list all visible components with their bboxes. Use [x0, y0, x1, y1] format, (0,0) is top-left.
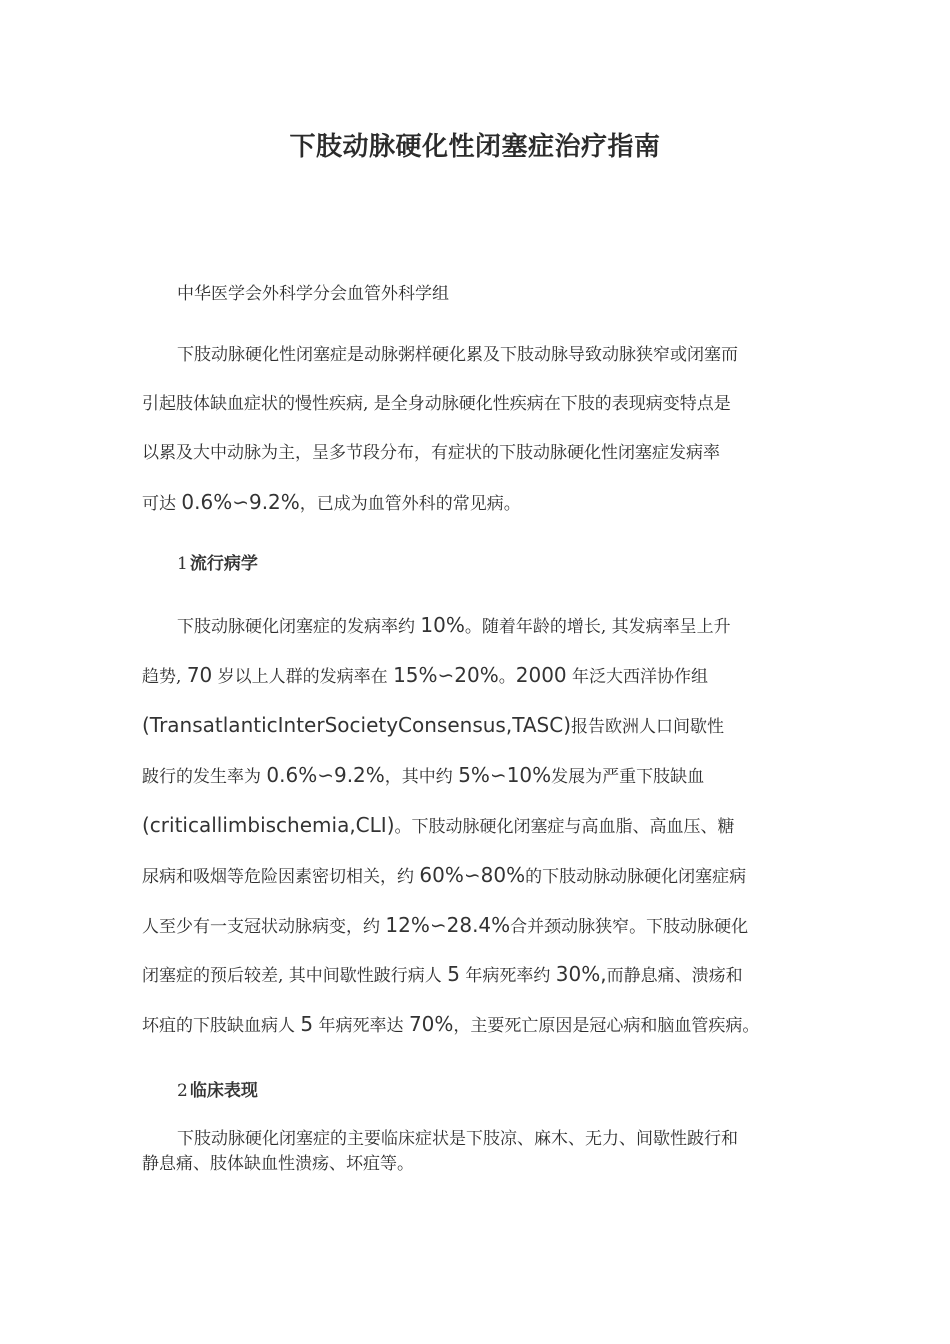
- text: 。: [498, 667, 516, 687]
- number: 15%∽20%: [393, 663, 499, 687]
- text: 尿病和吸烟等危险因素密切相关，约: [142, 867, 420, 887]
- number: 70%: [408, 1012, 454, 1036]
- intro-line-1: 下肢动脉硬化性闭塞症是动脉粥样硬化累及下肢动脉导致动脉狭窄或闭塞而: [177, 345, 738, 365]
- number: 0.6%∽9.2%: [266, 763, 385, 787]
- section-2-line-1: 下肢动脉硬化闭塞症的主要临床症状是下肢凉、麻木、无力、间歇性跛行和: [177, 1129, 738, 1149]
- number: 5: [447, 962, 460, 986]
- section-1-line-5: [142, 813, 735, 839]
- text: 。随着年龄的增长, 其发病率呈上升: [464, 617, 731, 637]
- document-title: 下肢动脉硬化性闭塞症治疗指南: [289, 132, 661, 162]
- text: ，已成为血管外科的常见病。: [299, 494, 521, 514]
- section-1-line-8: [142, 962, 743, 988]
- section-1-line-2: [142, 663, 708, 689]
- text: 可达: [142, 494, 182, 514]
- number: (criticallimbischemia,CLI): [142, 813, 395, 837]
- text: ，主要死亡原因是冠心病和脑血管疾病。: [453, 1016, 760, 1036]
- section-1-line-9: [142, 1012, 759, 1038]
- text: 岁以上人群的发病率在: [212, 667, 394, 687]
- section-number: 1: [177, 554, 188, 574]
- text: 报告欧洲人口间歇性: [571, 717, 725, 737]
- number: 30%,: [555, 962, 607, 986]
- section-1-line-7: [142, 913, 748, 939]
- text: 年泛大西洋协作组: [566, 667, 709, 687]
- section-1-line-3: [142, 713, 724, 739]
- number: 5: [300, 1012, 314, 1036]
- text: 闭塞症的预后较差, 其中间歇性跛行病人: [142, 966, 448, 986]
- text: 的下肢动脉动脉硬化闭塞症病: [525, 867, 747, 887]
- author-line: 中华医学会外科学分会血管外科学组: [177, 284, 449, 304]
- intro-line-2: 引起肢体缺血症状的慢性疾病, 是全身动脉硬化性疾病在下肢的表现病变特点是: [142, 394, 731, 414]
- text: 而静息痛、溃疡和: [606, 966, 743, 986]
- text: 合并颈动脉狭窄。下肢动脉硬化: [510, 917, 749, 937]
- number: 12%∽28.4%: [385, 913, 511, 937]
- section-1-line-4: [142, 763, 704, 789]
- text: 跛行的发生率为: [142, 767, 267, 787]
- text: ，其中约: [384, 767, 459, 787]
- text: 年病死率约: [459, 966, 556, 986]
- section-2-line-2: 静息痛、肢体缺血性溃疡、坏疽等。: [142, 1154, 414, 1174]
- intro-line-3: 以累及大中动脉为主，呈多节段分布，有症状的下肢动脉硬化性闭塞症发病率: [142, 443, 720, 463]
- text: 人至少有一支冠状动脉病变，约: [142, 917, 386, 937]
- number: 10%: [420, 613, 465, 637]
- text: 年病死率达: [313, 1016, 409, 1036]
- text: 坏疽的下肢缺血病人: [142, 1016, 301, 1036]
- intro-line-4: [142, 490, 521, 516]
- number: (TransatlanticInterSocietyConsensus,TASC): [142, 713, 572, 737]
- section-title: 流行病学: [189, 554, 258, 574]
- section-1-heading: [177, 552, 258, 576]
- number: 5%∽10%: [458, 763, 552, 787]
- number: 0.6%∽9.2%: [181, 490, 300, 514]
- section-1-line-1: [177, 613, 731, 639]
- text: 。下肢动脉硬化闭塞症与高血脂、高血压、糖: [394, 817, 735, 837]
- text: 发展为严重下肢缺血: [551, 767, 705, 787]
- section-number: 2: [177, 1081, 188, 1101]
- number: 70: [186, 663, 213, 687]
- section-2-heading: [177, 1079, 258, 1103]
- number: 60%∽80%: [419, 863, 526, 887]
- number: 2000: [515, 663, 567, 687]
- text: 趋势,: [142, 667, 187, 687]
- text: 下肢动脉硬化闭塞症的发病率约: [177, 617, 421, 637]
- section-1-line-6: [142, 863, 746, 889]
- section-title: 临床表现: [189, 1081, 258, 1101]
